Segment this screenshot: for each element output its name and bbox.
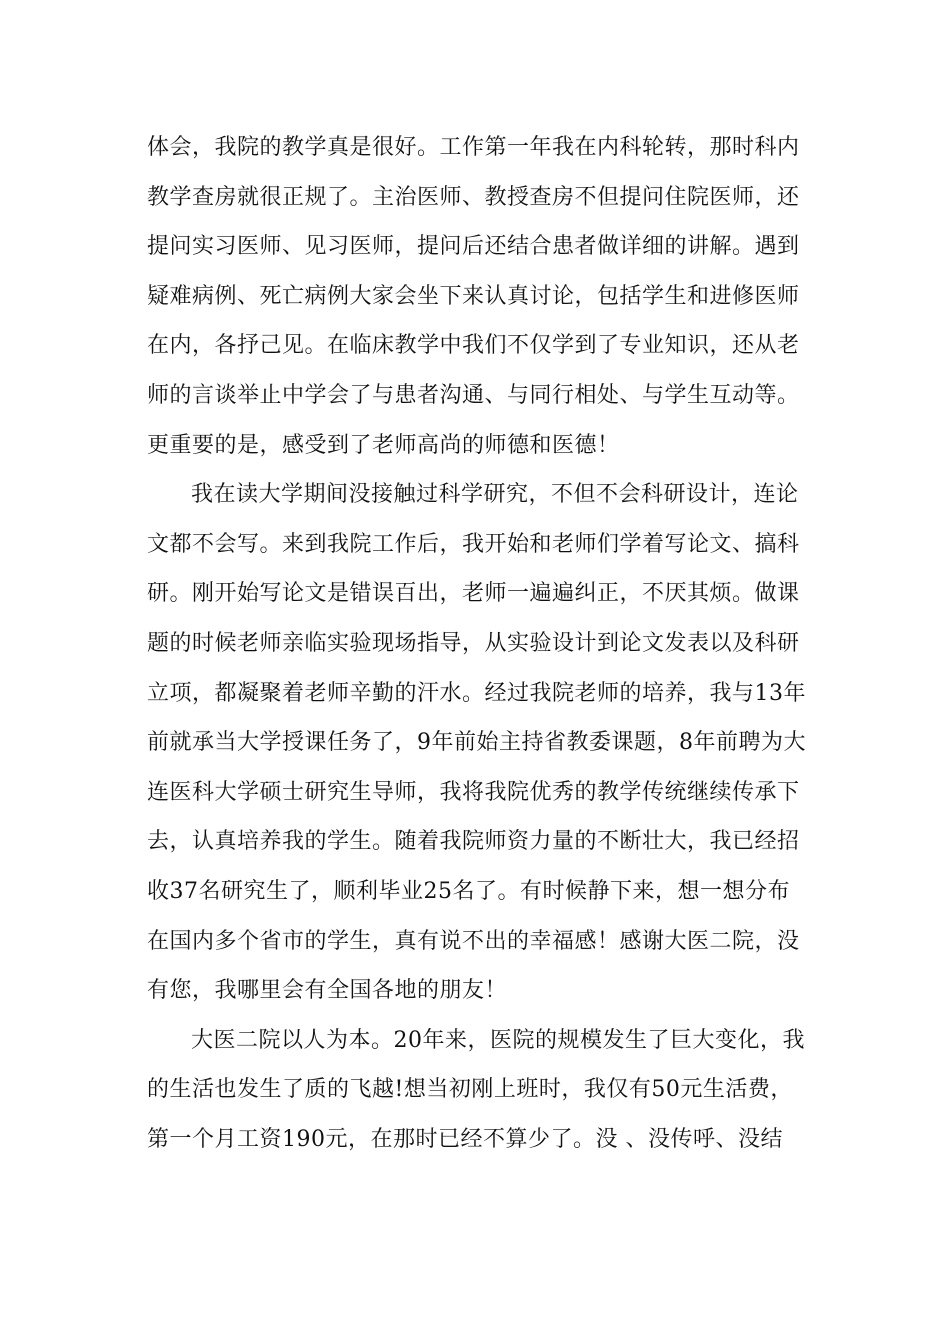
text-line: 疑难病例、死亡病例大家会坐下来认真讨论，包括学生和进修医师 [147, 283, 800, 309]
text-line: 在国内多个省市的学生，真有说不出的幸福感！感谢大医二院，没 [147, 928, 800, 954]
text-line: 立项，都凝聚着老师辛勤的汗水。经过我院老师的培养，我与13年 [147, 680, 806, 706]
paragraph-2 [147, 475, 807, 1021]
text-line: 我在读大学期间没接触过科学研究，不但不会科研设计，连论 [191, 482, 799, 508]
text-line: 收37名研究生了，顺利毕业25名了。有时候静下来，想一想分布 [147, 878, 790, 904]
text-line: 文都不会写。来到我院工作后，我开始和老师们学着写论文、搞科 [147, 531, 800, 557]
text-line: 师的言谈举止中学会了与患者沟通、与同行相处、与学生互动等。 [147, 382, 800, 408]
text-line: 提问实习医师、见习医师，提问后还结合患者做详细的讲解。遇到 [147, 234, 800, 260]
text-line: 研。刚开始写论文是错误百出，老师一遍遍纠正，不厌其烦。做课 [147, 581, 800, 607]
text-line: 大医二院以人为本。20年来，医院的规模发生了巨大变化，我 [191, 1027, 805, 1053]
paragraph-1 [147, 128, 807, 475]
text-line: 连医科大学硕士研究生导师，我将我院优秀的教学传统继续传承下 [147, 779, 800, 805]
text-line: 前就承当大学授课任务了，9年前始主持省教委课题，8年前聘为大 [147, 730, 806, 756]
text-line: 的生活也发生了质的飞越!想当初刚上班时，我仅有50元生活费， [147, 1077, 793, 1103]
paragraph-3 [147, 1021, 807, 1170]
text-line: 去，认真培养我的学生。随着我院师资力量的不断壮大，我已经招 [147, 829, 800, 855]
text-line: 体会，我院的教学真是很好。工作第一年我在内科轮转，那时科内 [147, 135, 800, 160]
text-line: 有您，我哪里会有全国各地的朋友！ [147, 978, 508, 1004]
text-line: 题的时候老师亲临实验现场指导，从实验设计到论文发表以及科研 [147, 630, 800, 656]
text-line: 在内，各抒己见。在临床教学中我们不仅学到了专业知识，还从老 [147, 333, 800, 359]
text-line: 教学查房就很正规了。主治医师、教授查房不但提问住院医师，还 [147, 184, 800, 210]
body-text [147, 128, 807, 1169]
text-line: 第一个月工资190元，在那时已经不算少了。没 、没传呼、没结 [147, 1126, 783, 1152]
text-line: 更重要的是，感受到了老师高尚的师德和医德！ [147, 432, 620, 458]
